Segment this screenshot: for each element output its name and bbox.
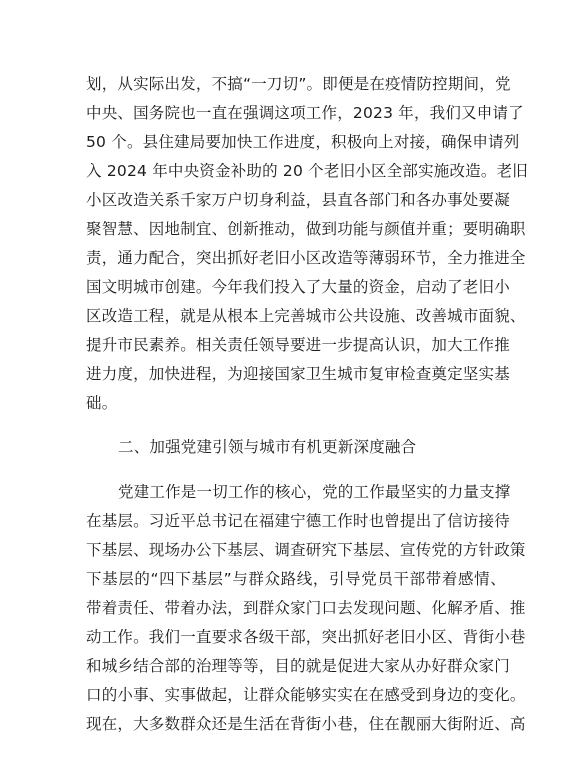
body-text-line: 50 个。县住建局要加快工作进度，积极向上对接，确保申请列	[86, 133, 520, 151]
body-text-line: 在基层。习近平总书记在福建宁德工作时也曾提出了信访接待	[86, 512, 510, 530]
body-text-line: 现在，大多数群众还是生活在背街小巷，住在靓丽大街附近、高	[86, 715, 526, 733]
body-text-line: 础。	[86, 394, 118, 412]
body-text-line: 党建工作是一切工作的核心，党的工作最坚实的力量支撑	[118, 483, 511, 501]
body-text-line: 下基层、现场办公下基层、调查研究下基层、宣传党的方针政策	[86, 541, 526, 559]
body-text-line: 入 2024 年中央资金补助的 20 个老旧小区全部实施改造。老旧	[86, 162, 528, 180]
body-text-line: 小区改造关系千家万户切身利益，县直各部门和各办事处要凝	[86, 191, 510, 209]
body-text-line: 区改造工程，就是从根本上完善城市公共设施、改善城市面貌、	[86, 307, 526, 325]
section-heading: 二、加强党建引领与城市有机更新深度融合	[118, 438, 417, 456]
body-text-line: 带着责任、带着办法，到群众家门口去发现问题、化解矛盾、推	[86, 599, 526, 617]
body-text-line: 下基层的“四下基层”与群众路线，引导党员干部带着感情、	[86, 570, 506, 588]
body-text-line: 和城乡结合部的治理等等，目的就是促进大家从办好群众家门	[86, 657, 510, 675]
body-text-line: 责，通力配合，突出抓好老旧小区改造等薄弱环节，全力推进全	[86, 249, 526, 267]
body-text-line: 进力度，加快进程，为迎接国家卫生城市复审检查奠定坚实基	[86, 365, 510, 383]
body-text-line: 划，从实际出发，不搞“一刀切”。即便是在疫情防控期间，党	[86, 75, 511, 93]
body-text-line: 中央、国务院也一直在强调这项工作，2023 年，我们又申请了	[86, 104, 524, 122]
body-text-line: 口的小事、实事做起，让群众能够实实在在感受到身边的变化。	[86, 686, 526, 704]
body-text-line: 提升市民素养。相关责任领导要进一步提高认识，加大工作推	[86, 336, 510, 354]
body-text-line: 国文明城市创建。今年我们投入了大量的资金，启动了老旧小	[86, 278, 510, 296]
body-text-line: 动工作。我们一直要求各级干部，突出抓好老旧小区、背街小巷	[86, 628, 526, 646]
body-text-line: 聚智慧、因地制宜、创新推动，做到功能与颜值并重；要明确职	[86, 220, 526, 238]
